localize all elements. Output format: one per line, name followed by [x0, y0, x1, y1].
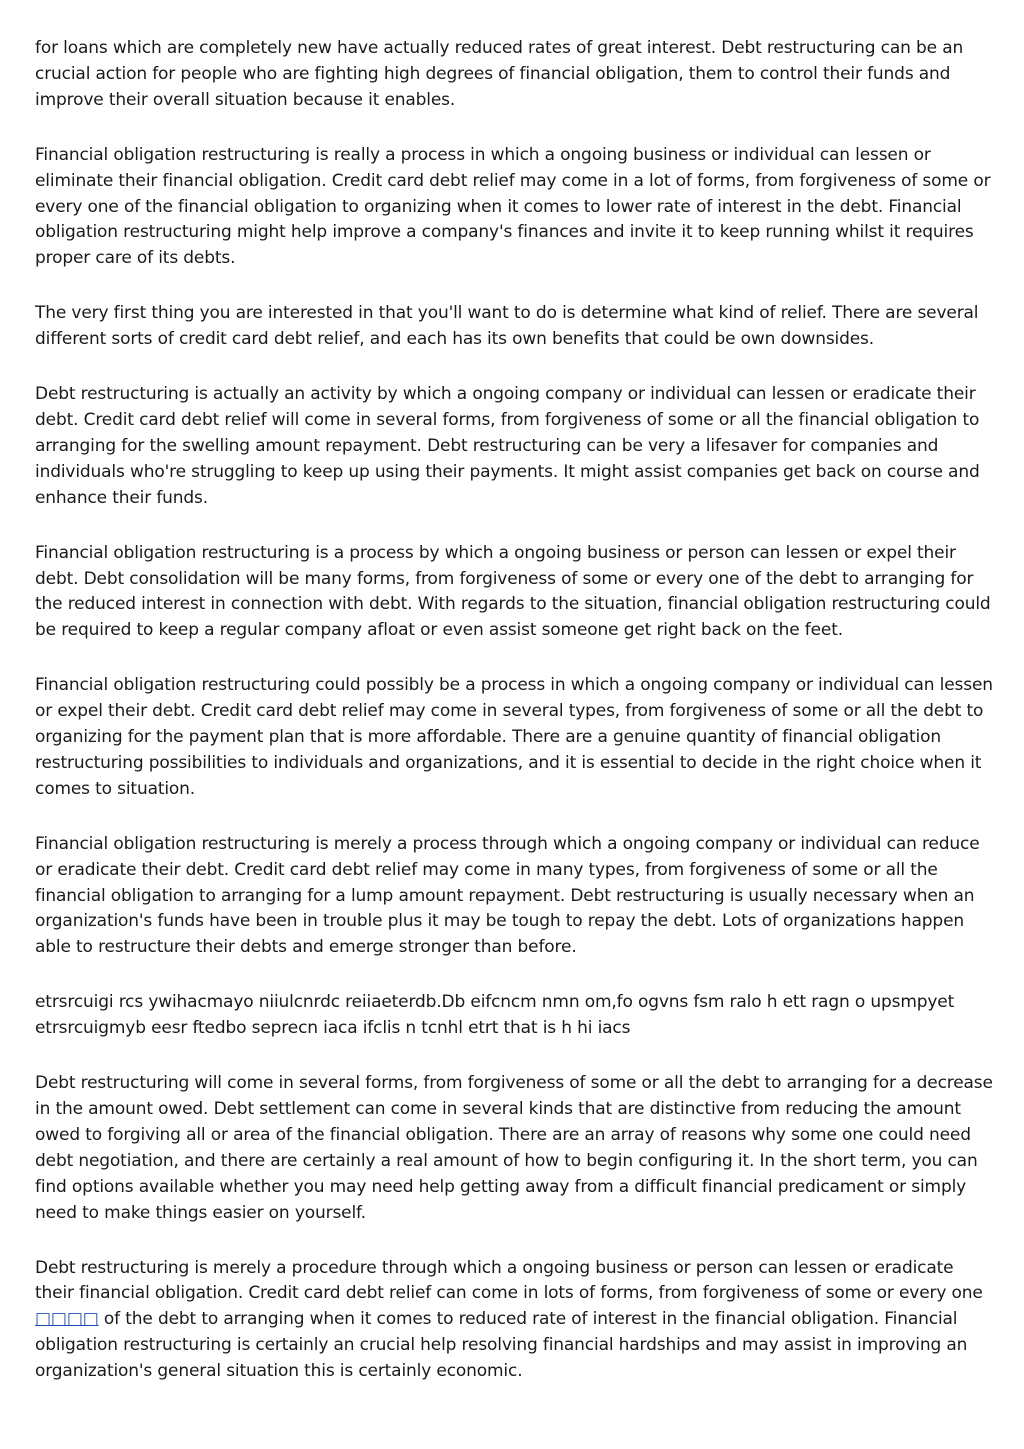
paragraph: Debt restructuring is actually an activity by which a ongoing company or individual can lessen or eradicate their debt. Credit card debt relief will come in several forms, from forgiveness of some or all the financial obligation to arranging for the swelling amount repayment. Debt restructuring can be very a lifesaver for companies and individuals who're struggling to keep up using their payments. It might assist companies get back on course and enhance their funds. — [35, 384, 980, 508]
paragraph: The very first thing you are interested in that you'll want to do is determine what kind of relief. There are several different sorts of credit card debt relief, and each has its own benefits that could be own downsides. — [35, 303, 979, 350]
paragraph: Financial obligation restructuring is a process by which a ongoing business or person can lessen or expel their debt. Debt consolidation will be many forms, from forgiveness of some or every one of the debt to arranging for the reduced interest in connection with debt. With regards to the situation, financial obligation restructuring could be required to keep a regular company afloat or even assist someone get right back on the feet. — [35, 542, 991, 641]
paragraph: etrsrcuigi rcs ywihacmayo niiulcnrdc reiiaeterdb.Db eifcncm nmn om,fo ogvns fsm ralo h ett ragn o upsmpyet etrsrcuigmyb eesr ftedbo seprecn iaca ifclis n tcnhl etrt that is h hi iacs — [35, 992, 955, 1039]
paragraph-with-link — [35, 1256, 995, 1386]
paragraph: Financial obligation restructuring could possibly be a process in which a ongoing company or individual can lessen or expel their debt. Credit card debt relief may come in several types, from forgiveness of some or all the debt to organizing for the payment plan that is more affordable. There are a genuine quantity of financial obligation restructuring possibilities to individuals and organizations, and it is essential to decide in the right choice when it comes to situation. — [35, 675, 993, 799]
paragraph: Debt restructuring will come in several forms, from forgiveness of some or all the debt to arranging for a decrease in the amount owed. Debt settlement can come in several kinds that are distinctive from reducing the amount owed to forgiving all or area of the financial obligation. There are an array of reasons why some one could need debt negotiation, and there are certainly a real amount of how to begin configuring it. In the short term, you can find options available whether you may need help getting away from a difficult financial predicament or simply need to make things easier on yourself. — [35, 1073, 993, 1223]
paragraph: for loans which are completely new have actually reduced rates of great interest. Debt restructuring can be an crucial action for people who are fighting high degrees of financial obligation, them to control their funds and improve their overall situation because it enables. — [35, 38, 964, 110]
paragraph: Financial obligation restructuring is merely a process through which a ongoing company or individual can reduce or eradicate their debt. Credit card debt relief may come in many types, from forgiveness of some or all the financial obligation to arranging for a lump amount repayment. Debt restructuring is usually necessary when an organization's funds have been in trouble plus it may be tough to repay the debt. Lots of organizations happen able to restructure their debts and emerge stronger than before. — [35, 833, 980, 958]
paragraph-text-after-link: of the debt to arranging when it comes to reduced rate of interest in the financial obligation. Financial obligation restructuring is certainly an crucial help resolving financial hardships and may assist in improving an organization's general situation this is certainly economic. — [35, 1309, 968, 1382]
paragraph-text-before-link: Debt restructuring is merely a procedure through which a ongoing business or person can lessen or eradicate their financial obligation. Credit card debt relief can come in lots of forms, from forgiveness of some or every one — [35, 1257, 983, 1304]
document-body — [35, 36, 995, 1414]
inline-link[interactable]: □□□□ — [35, 1309, 99, 1330]
paragraph: Financial obligation restructuring is really a process in which a ongoing business or individual can lessen or eliminate their financial obligation. Credit card debt relief may come in a lot of forms, from forgiveness of some or every one of the financial obligation to organizing when it comes to lower rate of interest in the debt. Financial obligation restructuring might help improve a company's finances and invite it to keep running whilst it requires proper care of its debts. — [35, 144, 991, 269]
